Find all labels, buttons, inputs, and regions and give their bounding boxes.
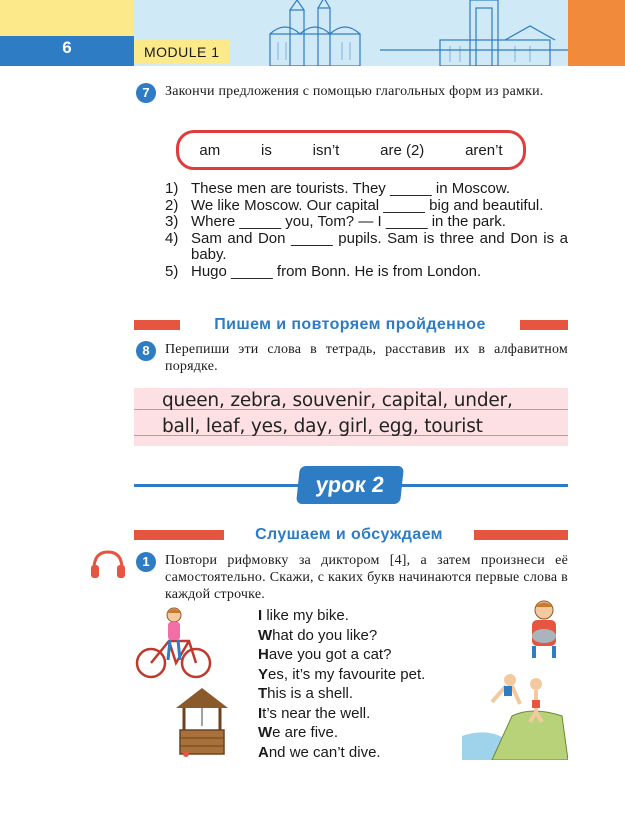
poem-line: It’s near the well. bbox=[258, 704, 371, 722]
section-heading-listen bbox=[134, 526, 568, 544]
girl-with-bike-illustration bbox=[134, 605, 214, 680]
verb-form: isn’t bbox=[312, 141, 340, 159]
section-title: Слушаем и обсуждаем bbox=[224, 526, 474, 544]
list-item: 5) Hugo _____ from Bonn. He is from London. bbox=[165, 262, 482, 280]
section-heading-write bbox=[134, 316, 568, 334]
exercise-7-list bbox=[165, 181, 568, 281]
exercise-8-instruction: Перепиши эти слова в тетрадь, расставив их в алфавитном порядке. bbox=[165, 342, 568, 374]
page-number: 6 bbox=[62, 38, 72, 57]
city-skyline-illustration bbox=[230, 0, 568, 66]
list-item: 1) These men are tourists. They _____ in Moscow. bbox=[165, 180, 511, 197]
headphones-icon bbox=[90, 549, 126, 579]
exercise-1-number: 1 bbox=[136, 552, 156, 572]
header-orange-panel bbox=[568, 0, 625, 66]
poem-line: And we can’t dive. bbox=[258, 743, 381, 761]
copy-words-box bbox=[134, 388, 568, 446]
exercise-1-instruction: Повтори рифмовку за диктором [4], а затем произнеси её самостоятельно. Скажи, с каких букв начинаются первые слова в каждой строчке. bbox=[165, 553, 568, 602]
poem-line: What do you like? bbox=[258, 626, 378, 644]
exercise-7-instruction: Закончи предложения с помощью глагольных форм из рамки. bbox=[165, 84, 544, 99]
verb-form: is bbox=[261, 141, 272, 159]
exercise-7-number: 7 bbox=[136, 83, 156, 103]
poem-line: Yes, it’s my favourite pet. bbox=[258, 665, 426, 683]
children-diving-illustration bbox=[462, 666, 568, 760]
list-item: 4) Sam and Don _____ pupils. Sam is three and Don is a baby. bbox=[165, 229, 568, 264]
lesson-badge: урок 2 bbox=[296, 466, 404, 504]
poem-line: Have you got a cat? bbox=[258, 646, 392, 663]
module-label: MODULE 1 bbox=[134, 40, 230, 64]
poem-line: This is a shell. bbox=[258, 685, 354, 702]
list-item: 2) We like Moscow. Our capital _____ big and beautiful. bbox=[165, 196, 544, 214]
verb-form: aren’t bbox=[465, 141, 503, 159]
verb-form: are (2) bbox=[380, 141, 425, 159]
copy-words-line-1: queen, zebra, souvenir, capital, under, bbox=[162, 390, 513, 411]
copy-words-line-2: ball, leaf, yes, day, girl, egg, tourist bbox=[162, 416, 483, 437]
boy-with-cat-illustration bbox=[518, 598, 570, 660]
rhyme-poem bbox=[258, 606, 425, 762]
exercise-8-number: 8 bbox=[136, 341, 156, 361]
well-illustration bbox=[172, 686, 232, 758]
section-title: Пишем и повторяем пройденное bbox=[180, 316, 520, 334]
verb-form: am bbox=[199, 141, 221, 159]
poem-line: I like my bike. bbox=[258, 607, 349, 624]
verb-forms-box bbox=[176, 130, 526, 170]
list-item: 3) Where _____ you, Tom? — I _____ in the park. bbox=[165, 213, 506, 231]
poem-line: We are five. bbox=[258, 724, 339, 741]
